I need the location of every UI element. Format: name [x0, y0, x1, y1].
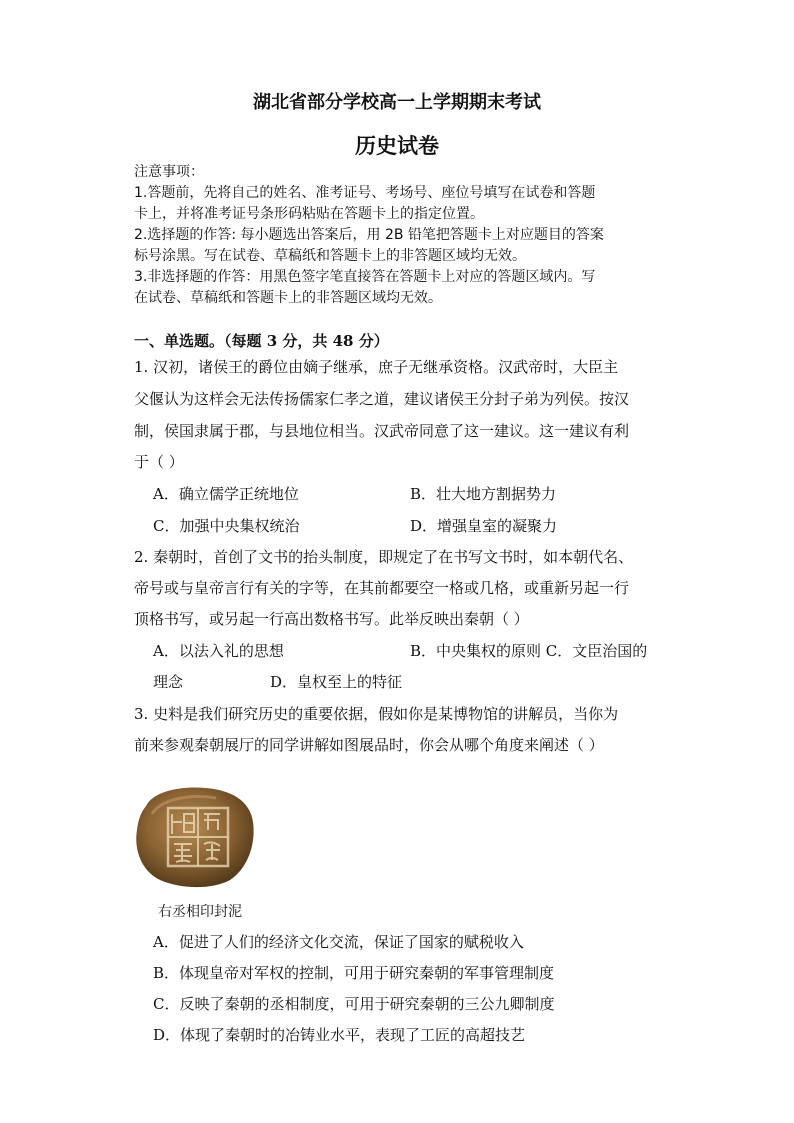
q3-stem-line: 前来参观秦朝展厅的同学讲解如图展品时，你会从哪个角度来阐述（ ）: [134, 736, 604, 754]
q3-option-d: D．体现了秦朝时的冶铸业水平，表现了工匠的高超技艺: [153, 1026, 526, 1044]
q1-option-a: A．确立儒学正统地位: [153, 485, 299, 503]
subject-title: 历史试卷: [355, 133, 439, 158]
notice-line: 3.非选择题的作答：用黑色签字笔直接答在答题卡上对应的答题区域内。写: [134, 269, 596, 285]
q1-stem-line: 父偃认为这样会无法传扬儒家仁孝之道，建议诸侯王分封子弟为列侯。按汉: [134, 390, 630, 408]
q2-option-d: D．皇权至上的特征: [270, 673, 403, 691]
notice-block: [134, 162, 674, 309]
q1-option-d: D．增强皇室的凝聚力: [410, 517, 558, 535]
image-caption: 右丞相印封泥: [158, 904, 242, 920]
q2-stem-line: 2. 秦朝时，首创了文书的抬头制度，即规定了在书写文书时，如本朝代名、: [134, 548, 634, 566]
q1-option-b: B．壮大地方割据势力: [410, 485, 557, 503]
q3-option-b: B．体现皇帝对军权的控制，可用于研究秦朝的军事管理制度: [153, 964, 555, 982]
q2-option-c-continued: 理念: [153, 673, 184, 691]
q1-stem-line: 制，侯国隶属于郡，与县地位相当。汉武帝同意了这一建议。这一建议有利: [134, 422, 630, 440]
q3-option-a: A．促进了人们的经济文化交流，保证了国家的赋税收入: [153, 933, 524, 951]
q2-option-b-c: B．中央集权的原则 C．文臣治国的: [410, 642, 648, 660]
q1-stem-line: 于（ ）: [134, 453, 184, 471]
section-heading: 一、单选题。（每题 3 分，共 48 分）: [134, 332, 389, 350]
q1-stem-line: 1. 汉初，诸侯王的爵位由嫡子继承，庶子无继承资格。汉武帝时，大臣主: [134, 358, 619, 376]
notice-line: 2.选择题的作答: 每小题选出答案后，用 2B 铅笔把答题卡上对应题目的答案: [134, 227, 604, 243]
notice-line: 卡上，并将准考证号条形码粘贴在答题卡上的指定位置。: [134, 206, 484, 222]
q3-stem-line: 3. 史料是我们研究历史的重要依据，假如你是某博物馆的讲解员，当你为: [134, 705, 619, 723]
q1-option-c: C．加强中央集权统治: [153, 517, 300, 535]
notice-heading: 注意事项：: [134, 164, 204, 180]
notice-line: 1.答题前，先将自己的姓名、准考证号、考场号、座位号填写在试卷和答题: [134, 185, 596, 201]
exam-title: 湖北省部分学校高一上学期期末考试: [253, 92, 541, 113]
q2-stem-line: 顶格书写，或另起一行高出数格书写。此举反映出秦朝（ ）: [134, 610, 529, 628]
notice-line: 标号涂黑。写在试卷、草稿纸和答题卡上的非答题区域均无效。: [134, 248, 526, 264]
notice-line: 在试卷、草稿纸和答题卡上的非答题区域均无效。: [134, 290, 442, 306]
q2-stem-line: 帝号或与皇帝言行有关的字等，在其前都要空一格或几格，或重新另起一行: [134, 579, 630, 597]
q2-option-a: A．以法入礼的思想: [153, 642, 284, 660]
clay-seal-image: [132, 784, 256, 890]
q3-option-c: C．反映了秦朝的丞相制度，可用于研究秦朝的三公九卿制度: [153, 995, 555, 1013]
